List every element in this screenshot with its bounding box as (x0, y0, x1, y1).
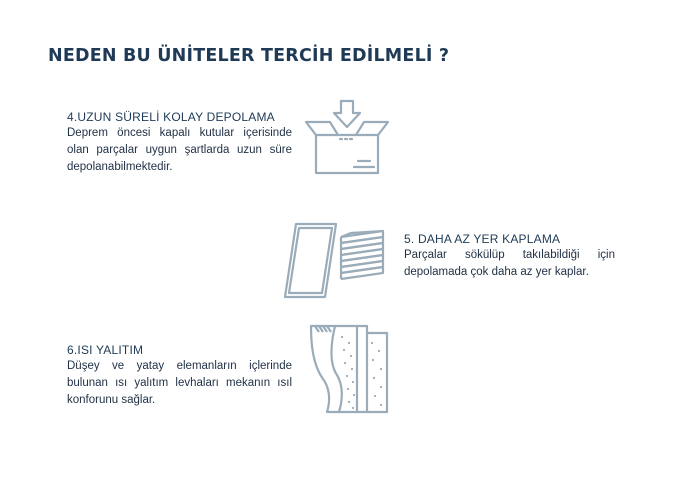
feature-description: Düşey ve yatay elemanların içlerinde bulunan ısı yalıtım levhaları mekanın ısıl konforunu sağlar. (67, 360, 292, 406)
feature-less-space (404, 232, 615, 281)
feature-heading: 4.UZUN SÜRELİ KOLAY DEPOLAMA (67, 110, 275, 124)
feature-description: Deprem öncesi kapalı kutular içerisinde olan parçalar uygun şartlarda uzun süre depolanabilmektedir. (67, 127, 292, 173)
feature-long-term-storage (67, 110, 292, 176)
feature-insulation (67, 343, 292, 409)
stacked-panels-icon (283, 221, 387, 301)
insulated-wall-icon (309, 323, 391, 415)
feature-heading: 6.ISI YALITIM (67, 343, 144, 357)
box-storage-icon (304, 99, 390, 179)
feature-description: Parçalar sökülüp takılabildiği için depolamada çok daha az yer kaplar. (404, 249, 615, 278)
page-title: NEDEN BU ÜNİTELER TERCİH EDİLMELİ ? (48, 46, 450, 66)
feature-heading: 5. DAHA AZ YER KAPLAMA (404, 232, 561, 246)
